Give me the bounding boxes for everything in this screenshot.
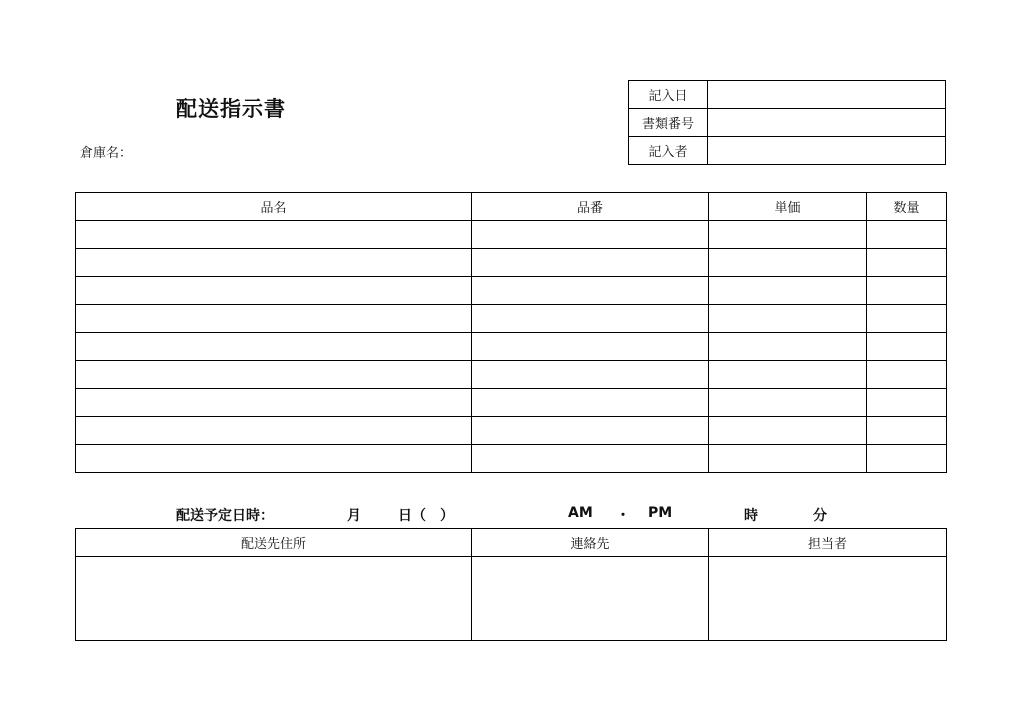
schedule-minute-unit: 分 [813,508,827,524]
items-header-unit-price: 単価 [709,193,867,221]
meta-table [628,80,946,165]
meta-value-entered-by[interactable] [708,137,946,165]
table-row [76,249,947,277]
cell-product-code[interactable] [472,361,709,389]
cell-product-name[interactable] [76,361,472,389]
warehouse-name-label: 倉庫名： [80,146,133,161]
meta-label-document-number: 書類番号 [629,109,708,137]
meta-table-body [629,81,946,165]
meta-row [629,137,946,165]
items-header-product-code: 品番 [472,193,709,221]
cell-product-name[interactable] [76,305,472,333]
cell-unit-price[interactable] [709,333,867,361]
schedule-label: 配送予定日時： [176,508,274,524]
cell-quantity[interactable] [867,277,947,305]
cell-product-code[interactable] [472,445,709,473]
schedule-am: AM [568,505,593,521]
cell-quantity[interactable] [867,445,947,473]
items-header-row [76,193,947,221]
cell-product-name[interactable] [76,221,472,249]
items-header-quantity: 数量 [867,193,947,221]
document-title: 配送指示書 [176,97,286,121]
schedule-pm: PM [648,505,673,521]
delivery-value-row [76,557,947,641]
delivery-table [75,528,947,641]
cell-quantity[interactable] [867,417,947,445]
cell-quantity[interactable] [867,221,947,249]
table-row [76,221,947,249]
table-row [76,333,947,361]
delivery-schedule [0,505,1024,525]
items-header-product-name: 品名 [76,193,472,221]
table-row [76,305,947,333]
delivery-value-delivery-address[interactable] [76,557,472,641]
delivery-value-person-in-charge[interactable] [709,557,947,641]
cell-product-code[interactable] [472,333,709,361]
cell-unit-price[interactable] [709,417,867,445]
table-row [76,389,947,417]
items-table-body [76,221,947,473]
meta-value-document-number[interactable] [708,109,946,137]
cell-product-code[interactable] [472,249,709,277]
delivery-header-delivery-address: 配送先住所 [76,529,472,557]
cell-unit-price[interactable] [709,221,867,249]
delivery-value-contact[interactable] [472,557,709,641]
table-row [76,277,947,305]
table-row [76,445,947,473]
cell-unit-price[interactable] [709,305,867,333]
meta-value-entry-date[interactable] [708,81,946,109]
cell-product-name[interactable] [76,333,472,361]
schedule-month-unit: 月 [347,508,361,524]
meta-row [629,109,946,137]
cell-product-name[interactable] [76,277,472,305]
meta-label-entered-by: 記入者 [629,137,708,165]
schedule-day-unit: 日（ ） [398,508,454,524]
cell-product-name[interactable] [76,417,472,445]
cell-quantity[interactable] [867,361,947,389]
delivery-header-person-in-charge: 担当者 [709,529,947,557]
cell-product-name[interactable] [76,445,472,473]
cell-unit-price[interactable] [709,445,867,473]
cell-quantity[interactable] [867,249,947,277]
cell-product-code[interactable] [472,277,709,305]
cell-product-name[interactable] [76,389,472,417]
schedule-separator: ・ [616,508,630,524]
delivery-header-row [76,529,947,557]
cell-product-code[interactable] [472,305,709,333]
table-row [76,417,947,445]
cell-quantity[interactable] [867,305,947,333]
cell-product-code[interactable] [472,389,709,417]
cell-product-code[interactable] [472,417,709,445]
cell-unit-price[interactable] [709,249,867,277]
meta-row [629,81,946,109]
cell-unit-price[interactable] [709,277,867,305]
delivery-header-contact: 連絡先 [472,529,709,557]
cell-product-code[interactable] [472,221,709,249]
cell-product-name[interactable] [76,249,472,277]
table-row [76,361,947,389]
cell-quantity[interactable] [867,333,947,361]
items-table [75,192,947,473]
cell-quantity[interactable] [867,389,947,417]
schedule-hour-unit: 時 [744,508,758,524]
cell-unit-price[interactable] [709,361,867,389]
meta-label-entry-date: 記入日 [629,81,708,109]
cell-unit-price[interactable] [709,389,867,417]
